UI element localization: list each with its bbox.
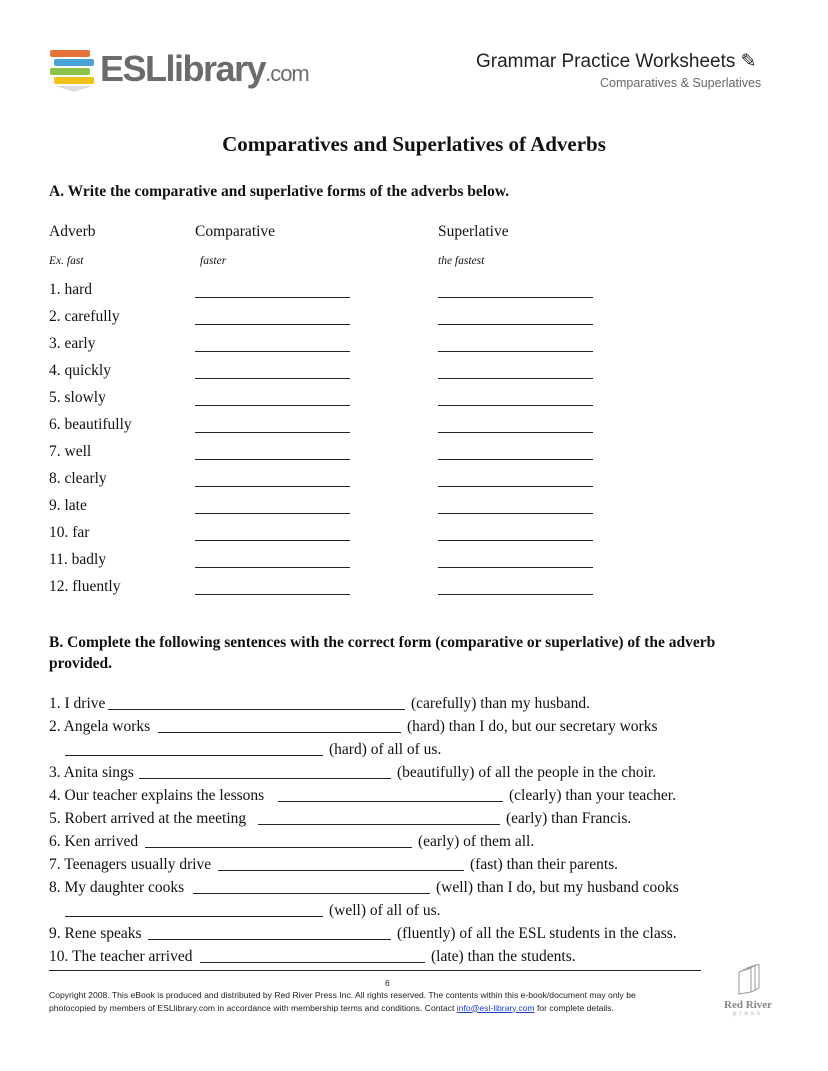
example-superlative: the fastest	[438, 255, 485, 267]
col-header-comparative: Comparative	[195, 223, 276, 240]
superlative-answer-blank[interactable]	[438, 324, 593, 325]
sentence-text: 2. Angela works	[49, 718, 151, 735]
superlative-answer-blank[interactable]	[438, 351, 593, 352]
sentence-text: 8. My daughter cooks	[49, 879, 185, 896]
sentence-answer-blank[interactable]	[278, 787, 503, 802]
comparative-answer-blank[interactable]	[195, 405, 350, 406]
superlative-answer-blank[interactable]	[438, 459, 593, 460]
adverb-item: 4. quickly	[49, 362, 111, 379]
adverb-item: 11. badly	[49, 551, 107, 568]
superlative-answer-blank[interactable]	[438, 594, 593, 595]
comparative-answer-blank[interactable]	[195, 324, 350, 325]
sentence-line	[0, 695, 828, 715]
pencil-icon: ✎	[740, 51, 757, 72]
sentence-answer-blank[interactable]	[65, 741, 323, 756]
sentence-text: 6. Ken arrived	[49, 833, 139, 850]
sentence-line	[0, 787, 828, 807]
col-header-superlative: Superlative	[438, 223, 509, 240]
comparative-answer-blank[interactable]	[195, 297, 350, 298]
sentence-answer-blank[interactable]	[65, 902, 323, 917]
part-a-instruction: A. Write the comparative and superlative forms of the adverbs below.	[49, 183, 510, 200]
sentence-hint: (hard) of all of us.	[329, 741, 442, 758]
comparative-answer-blank[interactable]	[195, 459, 350, 460]
sentence-line	[0, 833, 828, 853]
adverb-item: 3. early	[49, 335, 96, 352]
sentence-hint: (fast) than their parents.	[470, 856, 619, 873]
sentence-hint: (clearly) than your teacher.	[509, 787, 676, 804]
sentence-line	[0, 741, 828, 761]
col-header-adverb: Adverb	[49, 223, 96, 240]
sentence-answer-blank[interactable]	[218, 856, 464, 871]
superlative-answer-blank[interactable]	[438, 405, 593, 406]
superlative-answer-blank[interactable]	[438, 432, 593, 433]
adverb-item: 9. late	[49, 497, 87, 514]
sentence-text: 10. The teacher arrived	[49, 948, 193, 965]
sentence-line	[0, 718, 828, 738]
superlative-answer-blank[interactable]	[438, 567, 593, 568]
sentence-hint: (early) of them all.	[418, 833, 535, 850]
superlative-answer-blank[interactable]	[438, 486, 593, 487]
sentence-text: 1. I drive	[49, 695, 106, 712]
sentence-hint: (hard) than I do, but our secretary works	[407, 718, 658, 735]
superlative-answer-blank[interactable]	[438, 297, 593, 298]
header-subtitle: Comparatives & Superlatives	[600, 76, 762, 90]
comparative-answer-blank[interactable]	[195, 567, 350, 568]
example-comparative: faster	[200, 255, 227, 267]
sentence-hint: (late) than the students.	[431, 948, 576, 965]
sentence-line	[0, 948, 828, 968]
adverb-item: 12. fluently	[49, 578, 121, 595]
footer-divider	[49, 970, 701, 971]
page-number: 6	[385, 978, 390, 988]
sentence-hint: (well) than I do, but my husband cooks	[436, 879, 679, 896]
sentence-text: 5. Robert arrived at the meeting	[49, 810, 247, 827]
esl-library-logo: ESLlibrary.com	[100, 48, 309, 89]
adverb-item: 2. carefully	[49, 308, 120, 325]
sentence-answer-blank[interactable]	[108, 695, 405, 710]
page-title: Comparatives and Superlatives of Adverbs	[222, 132, 606, 156]
superlative-answer-blank[interactable]	[438, 378, 593, 379]
sentence-hint: (early) than Francis.	[506, 810, 632, 827]
adverb-item: 6. beautifully	[49, 416, 132, 433]
sentence-line	[0, 856, 828, 876]
sentence-answer-blank[interactable]	[148, 925, 391, 940]
sentence-line	[0, 925, 828, 945]
sentence-answer-blank[interactable]	[139, 764, 391, 779]
red-river-press-logo: Red River press	[722, 964, 774, 1017]
comparative-answer-blank[interactable]	[195, 594, 350, 595]
email-link[interactable]: info@esl-library.com	[456, 1002, 535, 1013]
comparative-answer-blank[interactable]	[195, 378, 350, 379]
sentence-hint: (fluently) of all the ESL students in the class.	[397, 925, 677, 942]
sentence-hint: (beautifully) of all the people in the choir.	[397, 764, 657, 781]
sentence-text: 3. Anita sings	[49, 764, 134, 781]
example-adverb: Ex. fast	[49, 255, 84, 267]
sentence-answer-blank[interactable]	[158, 718, 401, 733]
comparative-answer-blank[interactable]	[195, 540, 350, 541]
sentence-answer-blank[interactable]	[193, 879, 430, 894]
book-pages-icon	[733, 964, 763, 996]
adverb-item: 5. slowly	[49, 389, 106, 406]
sentence-line	[0, 879, 828, 899]
sentence-line	[0, 810, 828, 830]
sentence-line	[0, 764, 828, 784]
sentence-answer-blank[interactable]	[258, 810, 500, 825]
comparative-answer-blank[interactable]	[195, 351, 350, 352]
sentence-answer-blank[interactable]	[145, 833, 412, 848]
sentence-text: 4. Our teacher explains the lessons	[49, 787, 265, 804]
sentence-text: 7. Teenagers usually drive	[49, 856, 212, 873]
sentence-answer-blank[interactable]	[200, 948, 425, 963]
books-logo-icon	[48, 48, 98, 97]
superlative-answer-blank[interactable]	[438, 513, 593, 514]
comparative-answer-blank[interactable]	[195, 513, 350, 514]
comparative-answer-blank[interactable]	[195, 432, 350, 433]
part-b-instruction: B. Complete the following sentences with the correct form (comparative or superlative) of the adverb provided.	[49, 634, 716, 672]
header-title: Grammar Practice Worksheets ✎	[476, 51, 757, 72]
superlative-answer-blank[interactable]	[438, 540, 593, 541]
adverb-item: 8. clearly	[49, 470, 107, 487]
sentence-hint: (carefully) than my husband.	[411, 695, 591, 712]
sentence-text: 9. Rene speaks	[49, 925, 142, 942]
adverb-item: 10. far	[49, 524, 90, 541]
sentence-hint: (well) of all of us.	[329, 902, 441, 919]
copyright-text: Copyright 2008. This eBook is produced and distributed by Red River Press Inc. All rights reserved. The contents within this e-book/document may only be photocopied by members of ESLlibrary.com in accordance with membership terms and conditions. Contact info@esl-library.com for complete details.	[49, 990, 636, 1013]
adverb-item: 1. hard	[49, 281, 93, 298]
comparative-answer-blank[interactable]	[195, 486, 350, 487]
adverb-item: 7. well	[49, 443, 92, 460]
sentence-line	[0, 902, 828, 922]
